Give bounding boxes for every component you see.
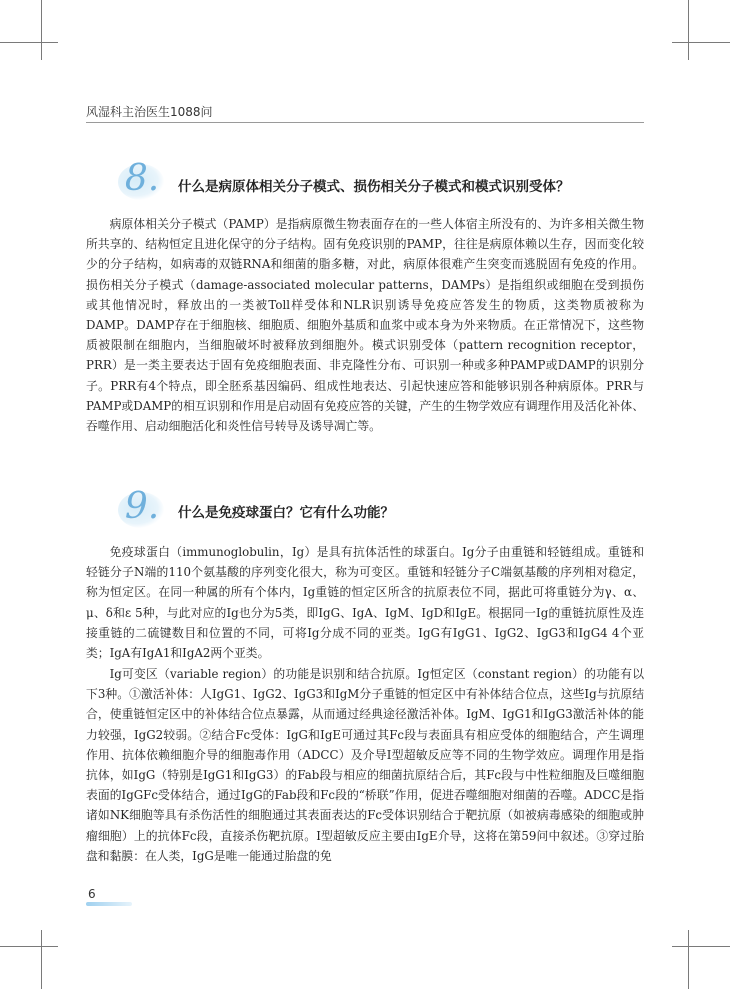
crop-mark-bottom-right-h	[672, 946, 730, 947]
crop-mark-bottom-left-v	[41, 930, 42, 989]
crop-mark-bottom-left-h	[0, 946, 58, 947]
crop-mark-top-right-v	[688, 0, 689, 60]
body-paragraph: Ig可变区（variable region）的功能是识别和结合抗原。Ig恒定区（constant region）的功能有以下3种。①激活补体：人IgG1、IgG2、IgG3和IgM分子重链的恒定区中有补体结合位点，这些Ig与抗原结合，使重链恒定区中的补体结合位点暴露，从而通过经典途径激活补体。IgM、IgG1和IgG3激活补体的能力较强，IgG2较弱。②结合Fc受体：IgG和IgE可通过其Fc段与表面具有相应受体的细胞结合，产生调理作用、抗体依赖细胞介导的细胞毒作用（ADCC）及介导Ⅰ型超敏反应等不同的生物学效应。调理作用是指抗体，如IgG（特别是IgG1和IgG3）的Fab段与相应的细菌抗原结合后，其Fc段与中性粒细胞及巨噬细胞表面的IgGFc受体结合，通过IgG的Fab段和Fc段的“桥联”作用，促进吞噬细胞对细菌的吞噬。ADCC是指诸如NK细胞等具有杀伤活性的细胞通过其表面表达的Fc受体识别结合于靶抗原（如被病毒感染的细胞或肿瘤细胞）上的抗体Fc段，直接杀伤靶抗原。Ⅰ型超敏反应主要由IgE介导，这将在第59问中叙述。③穿过胎盘和黏膜：在人类，IgG是唯一能通过胎盘的免	[86, 667, 644, 863]
header-rule	[86, 122, 644, 123]
page-number-accent-bar	[86, 902, 132, 906]
question-number-badge: 9.	[120, 486, 164, 530]
body-paragraph: 病原体相关分子模式（PAMP）是指病原微生物表面存在的一些人体宿主所没有的、为许多相关微生物所共享的、结构恒定且进化保守的分子结构。固有免疫识别的PAMP，往往是病原体赖以生存，因而变化较少的分子结构，如病毒的双链RNA和细菌的脂多糖，对此，病原体很难产生突变而逃脱固有免疫的作用。损伤相关分子模式（damage-associated molecular patterns，DAMPs）是指组织或细胞在受到损伤或其他情况时，释放出的一类被Toll样受体和NLR识别诱导免疫应答发生的物质，这类物质被称为DAMP。DAMP存在于细胞核、细胞质、细胞外基质和血浆中或本身为外来物质。在正常情况下，这些物质被限制在细胞内，当细胞破坏时被释放到细胞外。模式识别受体（pattern recognition receptor，PRR）是一类主要表达于固有免疫细胞表面、非克隆性分布、可识别一种或多种PAMP或DAMP的识别分子。PRR有4个特点，即全胚系基因编码、组成性地表达、引起快速应答和能够识别各种病原体。PRR与PAMP或DAMP的相互识别和作用是启动固有免疫应答的关键，产生的生物学效应有调理作用及活化补体、吞噬作用、启动细胞活化和炎性信号转导及诱导凋亡等。	[86, 217, 644, 434]
crop-mark-top-right-h	[672, 42, 730, 43]
page-number: 6	[88, 887, 96, 901]
question-title: 什么是免疫球蛋白？它有什么功能？	[178, 505, 394, 521]
question-number-badge: 8.	[120, 158, 164, 202]
body-paragraph: 免疫球蛋白（immunoglobulin，Ig）是具有抗体活性的球蛋白。Ig分子由重链和轻链组成。重链和轻链分子N端的110个氨基酸的序列变化很大，称为可变区。重链和轻链分子C端氨基酸的序列相对稳定，称为恒定区。在同一种属的所有个体内，Ig重链的恒定区所含的抗原表位不同，据此可将重链分为γ、α、μ、δ和ε 5种，与此对应的Ig也分为5类，即IgG、IgA、IgM、IgD和IgE。根据同一Ig的重链抗原性及连接重链的二硫键数目和位置的不同，可将Ig分成不同的亚类。IgG有IgG1、IgG2、IgG3和IgG4 4个亚类；IgA有IgA1和IgA2两个亚类。	[86, 545, 644, 661]
crop-mark-top-left-h	[0, 42, 58, 43]
question-title: 什么是病原体相关分子模式、损伤相关分子模式和模式识别受体？	[178, 179, 570, 195]
running-header: 风湿科主治医生1088问	[86, 105, 213, 119]
crop-mark-bottom-right-v	[688, 930, 689, 989]
crop-mark-top-left-v	[41, 0, 42, 60]
